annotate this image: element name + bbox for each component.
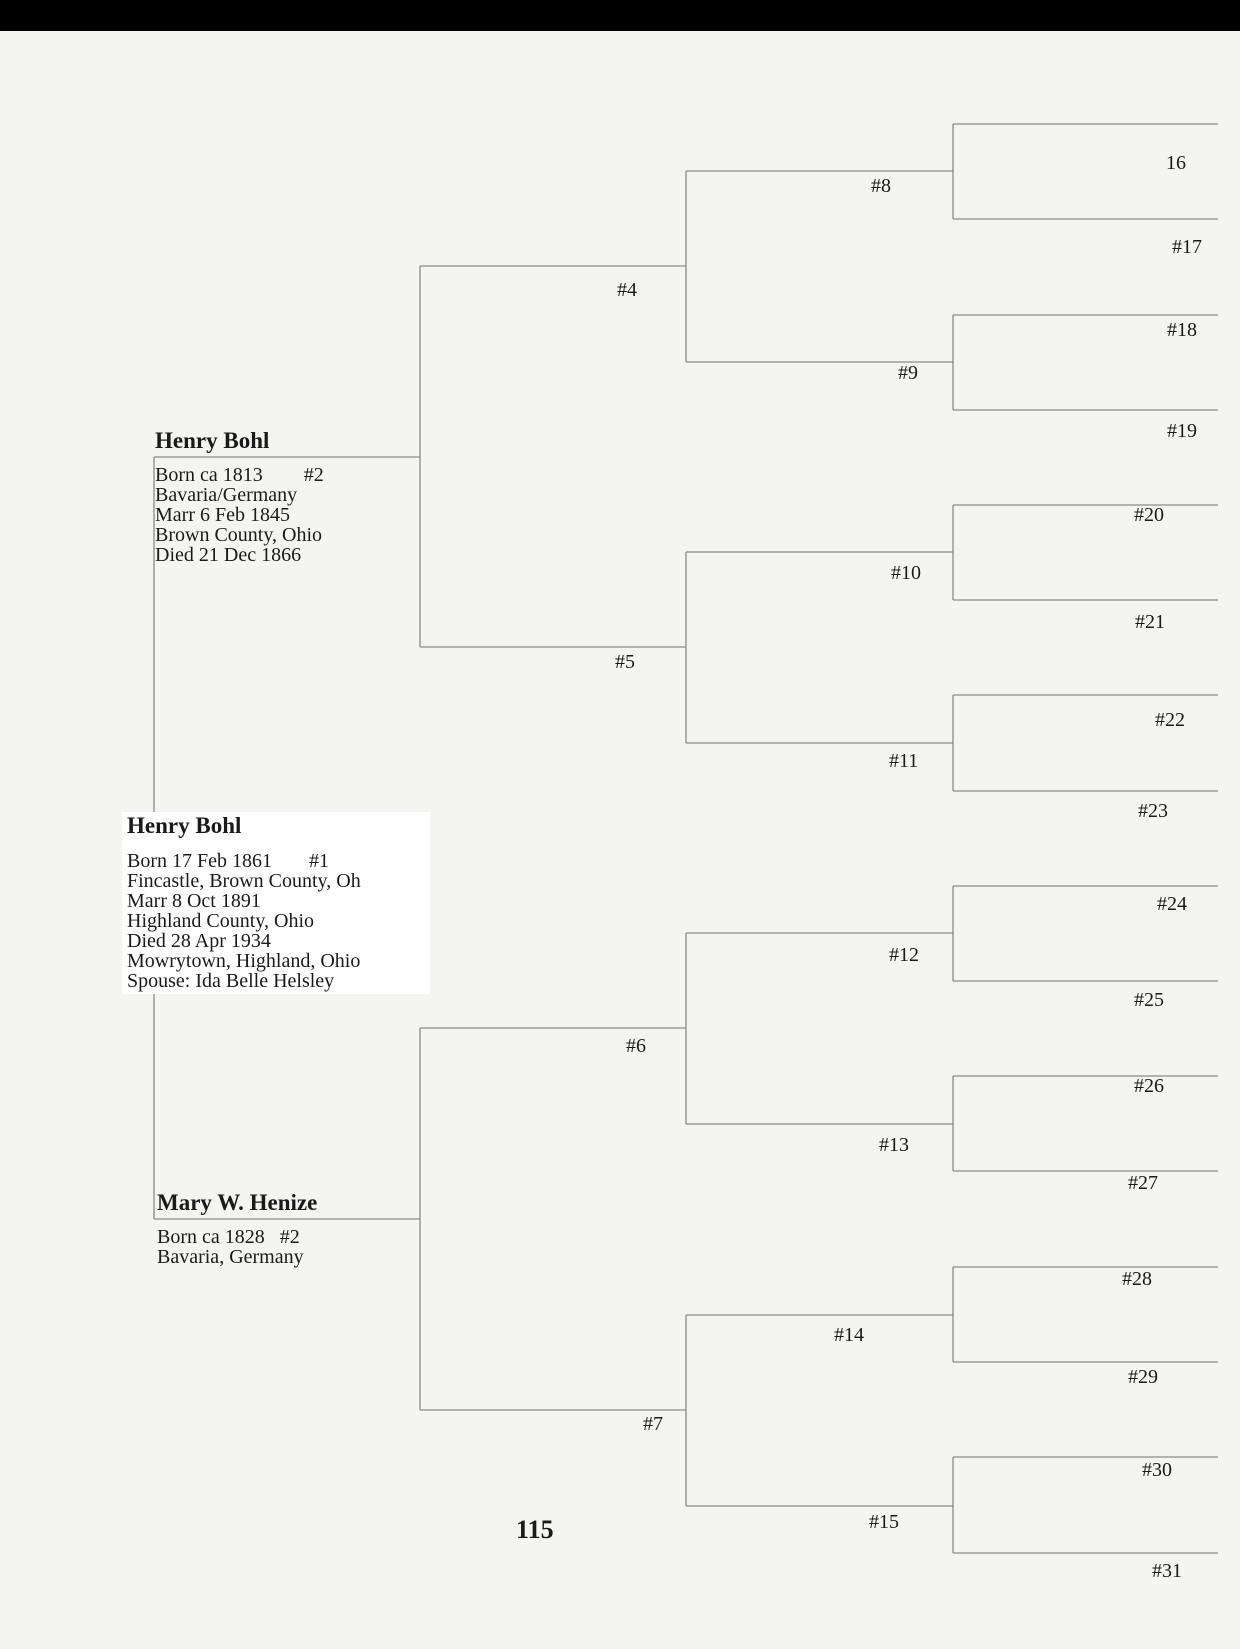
ancestor-30-label: #30 — [1142, 1459, 1172, 1481]
ancestor-4-label: #4 — [617, 279, 637, 301]
ancestor-29-label: #29 — [1128, 1366, 1158, 1388]
person1-line: Fincastle, Brown County, Oh — [127, 870, 361, 892]
mother-born: Born ca 1828 — [157, 1226, 265, 1248]
ancestor-24-label: #24 — [1157, 893, 1187, 915]
mother-details — [157, 1227, 304, 1267]
ancestor-25-label: #25 — [1134, 989, 1164, 1011]
mother-number: #2 — [279, 1226, 300, 1248]
ancestor-6-label: #6 — [626, 1035, 646, 1057]
ancestor-27-label: #27 — [1128, 1172, 1158, 1194]
father-details — [155, 465, 324, 565]
mother-name: Mary W. Henize — [157, 1190, 318, 1215]
father-line: Bavaria/Germany — [155, 484, 298, 506]
ancestor-20-label: #20 — [1134, 504, 1164, 526]
ancestor-26-label: #26 — [1134, 1075, 1164, 1097]
ancestor-7-label: #7 — [643, 1413, 663, 1435]
person1-line: Marr 8 Oct 1891 — [127, 890, 261, 912]
ancestor-11-label: #11 — [889, 750, 919, 772]
ancestor-23-label: #23 — [1138, 800, 1168, 822]
ancestor-18-label: #18 — [1167, 319, 1197, 341]
father-line: Died 21 Dec 1866 — [155, 544, 302, 566]
mother-born-row — [157, 1227, 304, 1247]
ancestor-31-label: #31 — [1152, 1560, 1182, 1582]
mother-line: Bavaria, Germany — [157, 1246, 304, 1268]
ancestor-9-label: #9 — [898, 362, 918, 384]
person1-name: Henry Bohl — [127, 813, 242, 838]
father-born-row — [155, 465, 324, 485]
person1-born-row — [127, 851, 361, 871]
ancestor-17-label: #17 — [1172, 236, 1202, 258]
ancestor-28-label: #28 — [1122, 1268, 1152, 1290]
ancestor-22-label: #22 — [1155, 709, 1185, 731]
father-line: Brown County, Ohio — [155, 524, 323, 546]
ancestor-8-label: #8 — [871, 175, 891, 197]
ancestor-21-label: #21 — [1135, 611, 1165, 633]
ancestor-14-label: #14 — [834, 1324, 864, 1346]
person1-line: Highland County, Ohio — [127, 910, 315, 932]
ancestor-13-label: #13 — [879, 1134, 909, 1156]
ancestor-15-label: #15 — [869, 1511, 899, 1533]
person1-line: Spouse: Ida Belle Helsley — [127, 970, 335, 992]
person1-number: #1 — [309, 850, 329, 872]
person1-line: Mowrytown, Highland, Ohio — [127, 950, 361, 972]
father-name: Henry Bohl — [155, 428, 270, 453]
father-born: Born ca 1813 — [155, 464, 263, 486]
person1-born: Born 17 Feb 1861 — [127, 850, 272, 872]
person1-details — [127, 851, 361, 991]
father-line: Marr 6 Feb 1845 — [155, 504, 290, 526]
ancestor-10-label: #10 — [891, 562, 921, 584]
father-number: #2 — [303, 464, 324, 486]
ancestor-12-label: #12 — [889, 944, 919, 966]
ancestor-19-label: #19 — [1167, 420, 1197, 442]
ancestor-16-label: 16 — [1166, 152, 1186, 174]
ancestor-5-label: #5 — [615, 651, 635, 673]
page-number: 115 — [516, 1515, 554, 1544]
person1-line: Died 28 Apr 1934 — [127, 930, 271, 952]
